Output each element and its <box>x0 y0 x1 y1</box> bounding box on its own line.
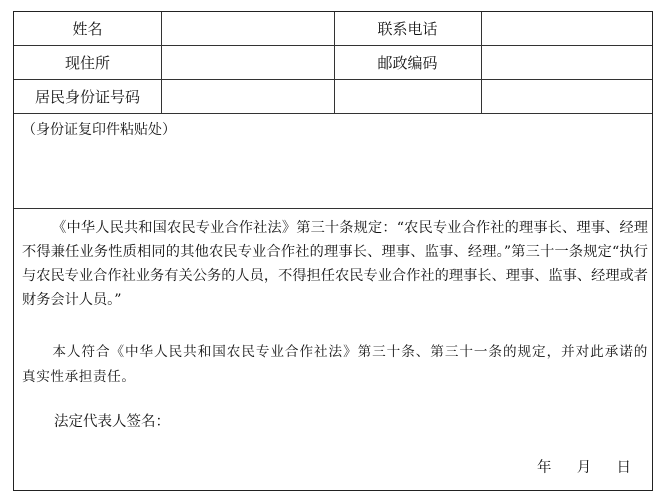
law-paragraph-text: 《中华人民共和国农民专业合作社法》第三十条规定：“农民专业合作社的理事长、理事、经理不得兼任业务性质相同的其他农民专业合作社的理事长、理事、监事、经理。”第三十一条规定“执行与农民专业合作社业务有关公务的人员，不得担任农民专业合作社的理事长、理事、监事、经理或者财务会计人员。” <box>22 220 648 308</box>
declaration-form <box>13 11 653 491</box>
id-number-field[interactable] <box>162 80 652 113</box>
signature-field[interactable] <box>174 410 414 434</box>
date-line <box>537 458 631 478</box>
name-field[interactable] <box>162 12 334 45</box>
date-month: 月 <box>576 460 592 476</box>
row-divider <box>14 208 652 209</box>
postcode-label: 邮政编码 <box>377 54 438 72</box>
phone-label: 联系电话 <box>377 20 438 38</box>
date-year: 年 <box>537 460 552 476</box>
signature-label: 法定代表人签名： <box>54 414 170 430</box>
id-number-label: 居民身份证号码 <box>34 88 140 106</box>
id-copy-area[interactable] <box>14 114 652 208</box>
date-day: 日 <box>616 460 631 476</box>
address-label: 现住所 <box>64 54 110 72</box>
law-paragraph <box>22 216 648 312</box>
pledge-paragraph-text: 本人符合《中华人民共和国农民专业合作社法》第三十条、第三十一条的规定，并对此承诺的真实性承担责任。 <box>22 344 648 385</box>
postcode-field[interactable] <box>482 46 652 79</box>
pledge-paragraph <box>22 340 648 390</box>
phone-field[interactable] <box>482 12 652 45</box>
address-field[interactable] <box>162 46 334 79</box>
name-label: 姓名 <box>72 20 103 38</box>
id-copy-note: （身份证复印件粘贴处） <box>22 122 176 138</box>
